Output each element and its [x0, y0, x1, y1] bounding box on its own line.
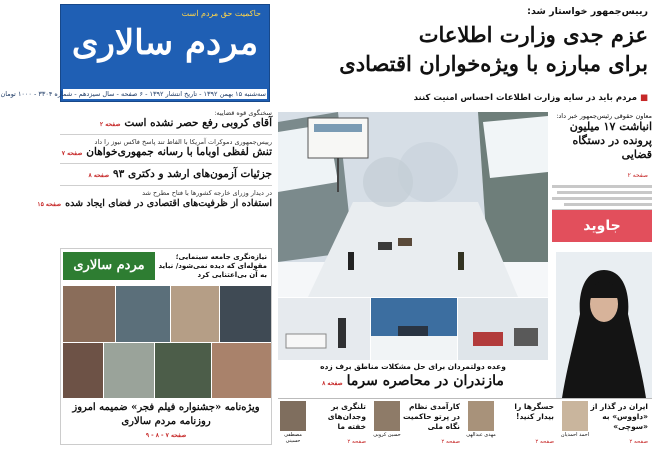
photo-caption-kicker: وعده دولتمردان برای حل مشکلات مناطق برف زده — [320, 362, 506, 371]
headline-line-2: برای مبارزه با ویژه‌خواران اقتصادی — [339, 51, 648, 76]
headline-subhead — [414, 93, 648, 103]
author-photo — [374, 401, 400, 431]
film-festival-supplement[interactable] — [60, 248, 272, 445]
film-still — [155, 343, 211, 398]
snow-scene-illustration — [278, 112, 548, 297]
headline-line-1: عزم جدی وزارت اطلاعات — [418, 22, 648, 47]
snow-street-photo[interactable] — [278, 112, 548, 297]
divider — [60, 134, 272, 135]
supplement-caption: ویژه‌نامه «جشنواره فیلم فجر» ضمیمه امروز روزنامه مردم سالاری صفحه ۷ - ۸ - ۹ — [63, 401, 269, 443]
teaser-title: کارآمدی نظام در پرتو حاکمیت نگاه ملی — [402, 402, 460, 431]
veiled-woman-portrait — [556, 252, 652, 398]
newspaper-logo: مردم سالاری — [71, 23, 259, 63]
page-ref: صفحه ۷ - ۸ - ۹ — [145, 432, 187, 439]
subhead-text: مردم باید در سایه وزارت اطلاعات احساس امنیت کنند — [413, 93, 637, 103]
teaser-item[interactable] — [372, 401, 462, 445]
story-kicker: معاون حقوقی رئیس‌جمهور خبر داد: — [556, 112, 652, 120]
main-headline-block — [278, 4, 652, 108]
left-column-stories — [37, 106, 272, 246]
supplement-tagline: نیازه‌نگری جامعه سینمایی؛ مقوله‌ای که دیده نمی‌شود/ نباید به آن بی‌اعتنایی کرد — [158, 253, 267, 279]
story-headline[interactable]: استفاده از ظرفیت‌های اقتصادی در فضای ایجاد شدهصفحه ۱۵ — [37, 198, 272, 209]
story-headline[interactable]: تنش لفظی اوباما با رسانه جمهوری‌خواهانصفحه ۷ — [61, 146, 272, 158]
author-name: مصطفی حسینی — [284, 432, 302, 444]
page-ref: صفحه ۲ — [627, 172, 648, 179]
bullet-icon: ■ — [639, 93, 648, 103]
snow-sub-photos — [278, 298, 548, 360]
teaser-title: ایران در گذار از «داووس» به «سوچی» — [590, 402, 648, 431]
photo-caption-title[interactable]: مازندران در محاصره سرماصفحه ۸ — [322, 373, 504, 389]
page-ref: صفحه ۷ — [61, 150, 83, 157]
story-headline[interactable]: آقای کروبی رفع حصر نشده استصفحه ۲ — [99, 117, 272, 129]
film-still — [171, 286, 219, 342]
masthead — [0, 4, 270, 102]
page-ref: صفحه ۸ — [322, 380, 343, 387]
main-headline — [282, 20, 648, 78]
page-ref: صفحه ۲ — [629, 439, 648, 445]
supplement-banner — [61, 249, 271, 285]
page-ref: صفحه ۱۵ — [37, 201, 62, 208]
supplement-logo: مردم سالاری — [63, 252, 155, 280]
teaser-item[interactable] — [560, 401, 650, 445]
story-kicker: در دیدار وزرای خارجه کشورها با فتاح مطرح شد — [142, 189, 272, 197]
story-kicker: رییس‌جمهوری دموکرات آمریکا با الفاظ تند پاسخ فاکس نیوز را داد — [94, 138, 272, 146]
story-kicker: سخنگوی قوه قضاییه: — [214, 109, 272, 117]
teaser-item[interactable] — [278, 401, 368, 445]
divider — [60, 163, 272, 164]
page-ref: صفحه ۲ — [441, 439, 460, 445]
teaser-item[interactable] — [466, 401, 556, 445]
masthead-slogan: حاکمیت حق مردم است — [181, 9, 261, 18]
ad-banner[interactable] — [552, 210, 652, 242]
author-photo — [280, 401, 306, 431]
film-still — [116, 286, 170, 342]
story-headline[interactable]: انباشت ۱۷ میلیون پرونده در دستگاه قضایی — [569, 120, 652, 161]
teaser-title: تلنگری بر وجدان‌های خفته ما — [327, 402, 366, 431]
film-still — [104, 343, 154, 398]
issue-info: سه‌شنبه ۱۵ بهمن ۱۳۹۲ - تاریخ انتشار ۱۳۹۲ - ۶ صفحه - سال سیزدهم - شماره ۳۳۰۴ - ۱۰۰۰ تومان — [0, 90, 266, 98]
author-photo — [468, 401, 494, 431]
page-ref: صفحه ۲ — [347, 439, 366, 445]
page-ref: صفحه ۲ — [535, 439, 554, 445]
opinion-teasers — [278, 398, 652, 445]
film-still — [212, 343, 271, 398]
portrait-illustration — [556, 252, 652, 398]
photo-caption — [278, 362, 548, 389]
film-still — [63, 286, 115, 342]
author-name: احمد احمدیان — [560, 432, 590, 438]
film-still — [220, 286, 271, 342]
author-name: مهدی عبدالهی — [466, 432, 496, 438]
film-stills-collage — [63, 286, 269, 398]
story-headline[interactable]: جزئیات آزمون‌های ارشد و دکتری ۹۳صفحه ۸ — [88, 168, 272, 180]
page-ref: صفحه ۸ — [88, 172, 110, 179]
snow-sub-illustration — [278, 298, 548, 360]
author-photo — [562, 401, 588, 431]
film-still — [63, 343, 103, 398]
teaser-title: حسگرها را بیدار کنید! — [514, 402, 554, 421]
page-ref: صفحه ۲ — [99, 121, 121, 128]
ad-text: جاوید — [583, 218, 621, 234]
divider — [60, 185, 272, 186]
author-name: حسین کروبی — [373, 432, 401, 438]
headline-kicker: رییس‌جمهور خواستار شد: — [527, 6, 648, 17]
